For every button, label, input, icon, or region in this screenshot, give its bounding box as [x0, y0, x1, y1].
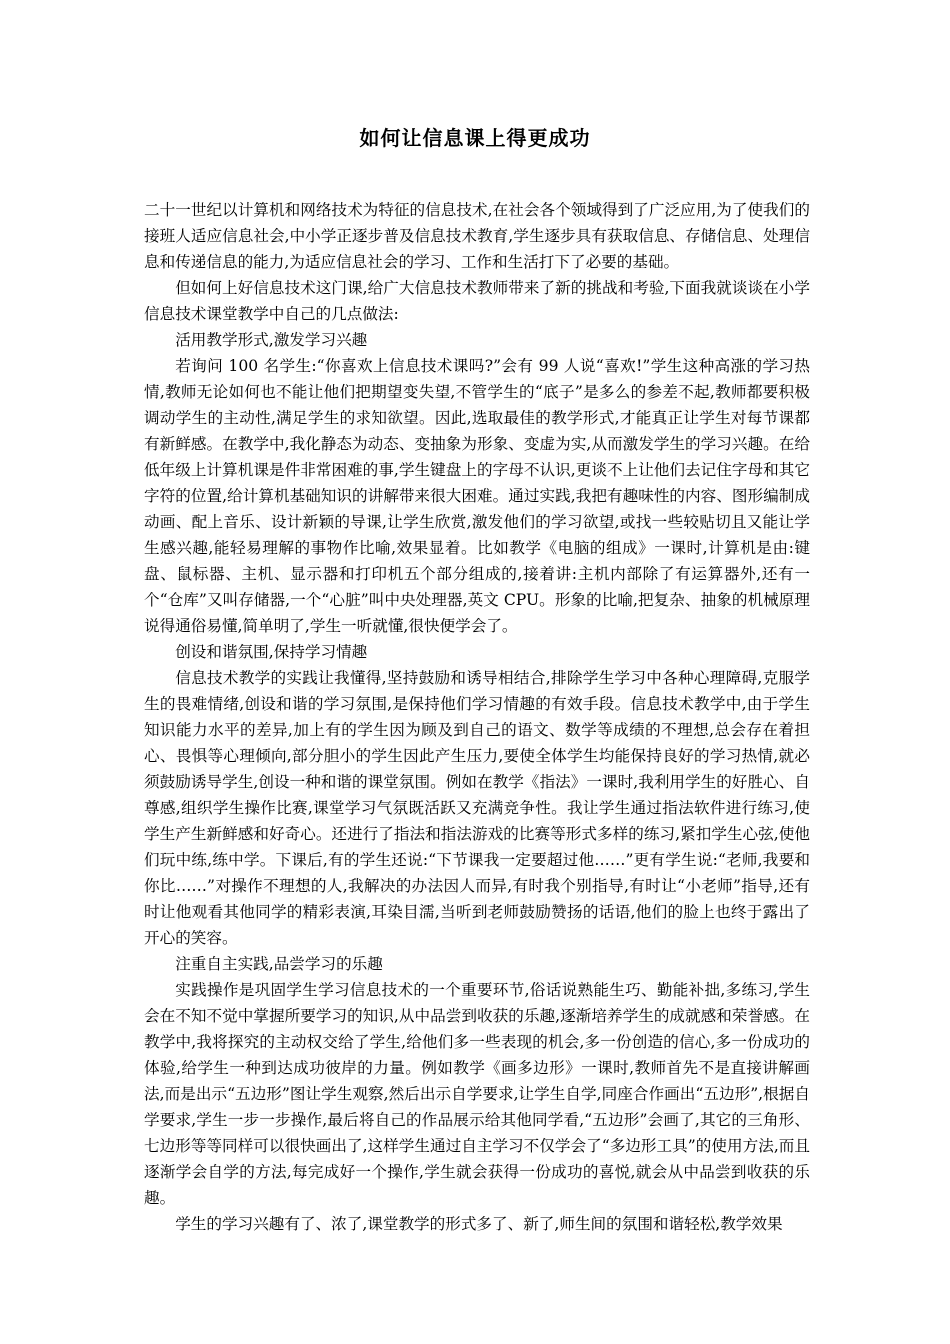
document-title: 如何让信息课上得更成功 — [359, 126, 591, 150]
section-heading-2: 创设和谐氛围,保持学习情趣 — [175, 643, 368, 661]
section-heading-1: 活用教学形式,激发学习兴趣 — [175, 331, 368, 349]
paragraph-closing: 学生的学习兴趣有了、浓了,课堂教学的形式多了、新了,师生间的氛围和谐轻松,教学效果 — [175, 1215, 783, 1233]
paragraph-transition: 但如何上好信息技术这门课,给广大信息技术教师带来了新的挑战和考验,下面我就谈谈在小学信息技术课堂教学中自己的几点做法: — [144, 279, 810, 323]
paragraph-section-3: 实践操作是巩固学生学习信息技术的一个重要环节,俗话说熟能生巧、勤能补拙,多练习,学生会在不知不觉中掌握所要学习的知识,从中品尝到收获的乐趣,逐渐培养学生的成就感和荣誉感。在教学中,我将探究的主动权交给了学生,给他们多一些表现的机会,多一份创造的信心,多一份成功的体验,给学生一种到达成功彼岸的力量。例如教学《画多边形》一课时,教师首先不是直接讲解画法,而是出示“五边形”图让学生观察,然后出示自学要求,让学生自学,同座合作画出“五边形”,根据自学要求,学生一步一步操作,最后将自己的作品展示给其他同学看,“五边形”会画了,其它的三角形、七边形等等同样可以很快画出了,这样学生通过自主学习不仅学会了“多边形工具”的使用方法,而且逐渐学会自学的方法,每完成好一个操作,学生就会获得一份成功的喜悦,就会从中品尝到收获的乐趣。 — [144, 981, 810, 1207]
document-body — [144, 197, 810, 1237]
paragraph-section-1: 若询问 100 名学生:“你喜欢上信息技术课吗?”会有 99 人说“喜欢!”学生这种高涨的学习热情,教师无论如何也不能让他们把期望变失望,不管学生的“底子”是多么的参差不起,教师都要积极调动学生的主动性,满足学生的求知欲望。因此,选取最佳的教学形式,才能真正让学生对每节课都有新鲜感。在教学中,我化静态为动态、变抽象为形象、变虚为实,从而激发学生的学习兴趣。在给低年级上计算机课是件非常困难的事,学生键盘上的字母不认识,更谈不上让他们去记住字母和其它字符的位置,给计算机基础知识的讲解带来很大困难。通过实践,我把有趣味性的内容、图形编制成动画、配上音乐、设计新颖的导课,让学生欣赏,激发他们的学习欲望,或找一些较贴切且又能让学生感兴趣,能轻易理解的事物作比喻,效果显着。比如教学《电脑的组成》一课时,计算机是由:键盘、鼠标器、主机、显示器和打印机五个部分组成的,接着讲:主机内部除了有运算器外,还有一个“仓库”又叫存储器,一个“心脏”叫中央处理器,英文 CPU。形象的比喻,把复杂、抽象的机械原理说得通俗易懂,简单明了,学生一听就懂,很快便学会了。 — [144, 357, 810, 635]
paragraph-section-2: 信息技术教学的实践让我懂得,坚持鼓励和诱导相结合,排除学生学习中各种心理障碍,克服学生的畏难情绪,创设和谐的学习氛围,是保持他们学习情趣的有效手段。信息技术教学中,由于学生知识能力水平的差异,加上有的学生因为顾及到自己的语文、数学等成绩的不理想,总会存在着担心、畏惧等心理倾向,部分胆小的学生因此产生压力,要使全体学生均能保持良好的学习热情,就必须鼓励诱导学生,创设一种和谐的课堂氛围。例如在教学《指法》一课时,我利用学生的好胜心、自尊感,组织学生操作比赛,课堂学习气氛既活跃又充满竞争性。我让学生通过指法软件进行练习,使学生产生新鲜感和好奇心。还进行了指法和指法游戏的比赛等形式多样的练习,紧扣学生心弦,使他们玩中练,练中学。下课后,有的学生还说:“下节课我一定要超过他……”更有学生说:“老师,我要和你比……”对操作不理想的人,我解决的办法因人而异,有时我个别指导,有时让“小老师”指导,还有时让他观看其他同学的精彩表演,耳染目濡,当听到老师鼓励赞扬的话语,他们的脸上也终于露出了开心的笑容。 — [144, 669, 810, 947]
paragraph-intro: 二十一世纪以计算机和网络技术为特征的信息技术,在社会各个领域得到了广泛应用,为了使我们的接班人适应信息社会,中小学正逐步普及信息技术教育,学生逐步具有获取信息、存储信息、处理信息和传递信息的能力,为适应信息社会的学习、工作和生活打下了必要的基础。 — [144, 201, 810, 271]
section-heading-3: 注重自主实践,品尝学习的乐趣 — [175, 955, 383, 973]
